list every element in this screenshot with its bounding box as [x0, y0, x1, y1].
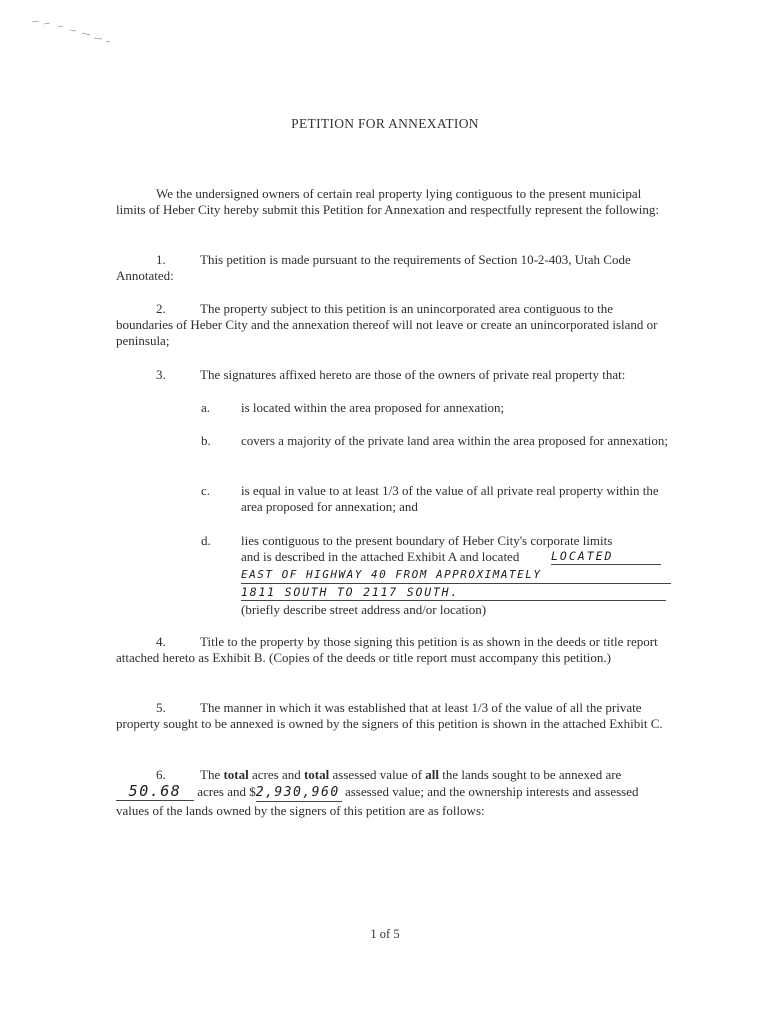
item-1-text: This petition is made pursuant to the requirements of Section 10-2-403, Utah Code Annotated:: [116, 252, 631, 284]
item-6-number: 6.: [156, 767, 166, 782]
item-6-text-1: The: [200, 767, 224, 782]
item-2-text: The property subject to this petition is an unincorporated area contiguous to the boundaries of Heber City and the annexation thereof will not leave or create an unincorporated island or peninsula;: [116, 301, 658, 349]
subitem-b-letter: b.: [201, 433, 211, 448]
item-6-text-3: assessed value of: [329, 767, 426, 782]
subitem-c: [201, 483, 671, 515]
item-5-number: 5.: [156, 700, 166, 715]
item-6-bold-total-2: total: [303, 767, 330, 782]
item-6-text-2: acres and: [248, 767, 304, 782]
item-5: [116, 700, 664, 732]
subitem-b-text: covers a majority of the private land area within the area proposed for annexation;: [241, 433, 669, 448]
item-4-number: 4.: [156, 634, 166, 649]
document-title: PETITION FOR ANNEXATION: [291, 116, 479, 131]
item-6-text-6: assessed value; and the ownership interests and assessed values of the lands owned by the signers of this petition are as follows:: [116, 784, 639, 818]
item-1: [116, 252, 664, 284]
subitem-b: [201, 433, 671, 449]
location-handwritten-2: EAST OF HIGHWAY 40 FROM APPROXIMATELY: [241, 568, 671, 584]
subitem-a-text: is located within the area proposed for annexation;: [241, 400, 505, 415]
subitem-d-letter: d.: [201, 533, 211, 548]
acres-handwritten: 50.68: [116, 783, 194, 801]
subitem-c-text: is equal in value to at least 1/3 of the value of all private real property within the area proposed for annexation; and: [241, 483, 659, 515]
subitem-a: [201, 400, 671, 416]
subitem-c-letter: c.: [201, 483, 211, 498]
assessed-value-handwritten: 2,930,960: [256, 784, 342, 802]
item-4-text: Title to the property by those signing this petition is as shown in the deeds or title report attached hereto as Exhibit B. (Copies of the deeds or title report must accompany this petition.): [116, 634, 658, 666]
item-3: [116, 367, 664, 383]
intro-paragraph: We the undersigned owners of certain real property lying contiguous to the present municipal limits of Heber City hereby submit this Petition for Annexation and respectfully represent the following:: [116, 186, 660, 218]
location-handwritten-3: 1811 SOUTH TO 2117 SOUTH.: [241, 585, 666, 601]
item-2: [116, 301, 664, 350]
subitem-d-line2: and is described in the attached Exhibit A and located: [241, 549, 520, 564]
item-6-bold-all: all: [425, 767, 440, 782]
location-caption: (briefly describe street address and/or location): [241, 602, 487, 617]
item-6-bold-total-1: total: [223, 767, 249, 782]
item-2-number: 2.: [156, 301, 166, 316]
page-number: 1 of 5: [370, 927, 400, 941]
scan-specks: [30, 18, 120, 48]
subitem-d-line1: lies contiguous to the present boundary of Heber City's corporate limits: [241, 533, 613, 548]
item-6-text-4: the lands sought to be annexed are: [439, 767, 622, 782]
item-1-number: 1.: [156, 252, 166, 267]
item-4: [116, 634, 664, 666]
item-6-text-5: acres and $: [194, 784, 256, 799]
item-5-text: The manner in which it was established that at least 1/3 of the value of all the private property sought to be annexed is owned by the signers of this petition is shown in the attached Exhibit C.: [116, 700, 663, 732]
location-handwritten-1: LOCATED: [551, 549, 661, 565]
item-3-number: 3.: [156, 367, 166, 382]
subitem-a-letter: a.: [201, 400, 211, 415]
item-3-text: The signatures affixed hereto are those of the owners of private real property that:: [200, 367, 626, 382]
item-6: [116, 766, 664, 819]
